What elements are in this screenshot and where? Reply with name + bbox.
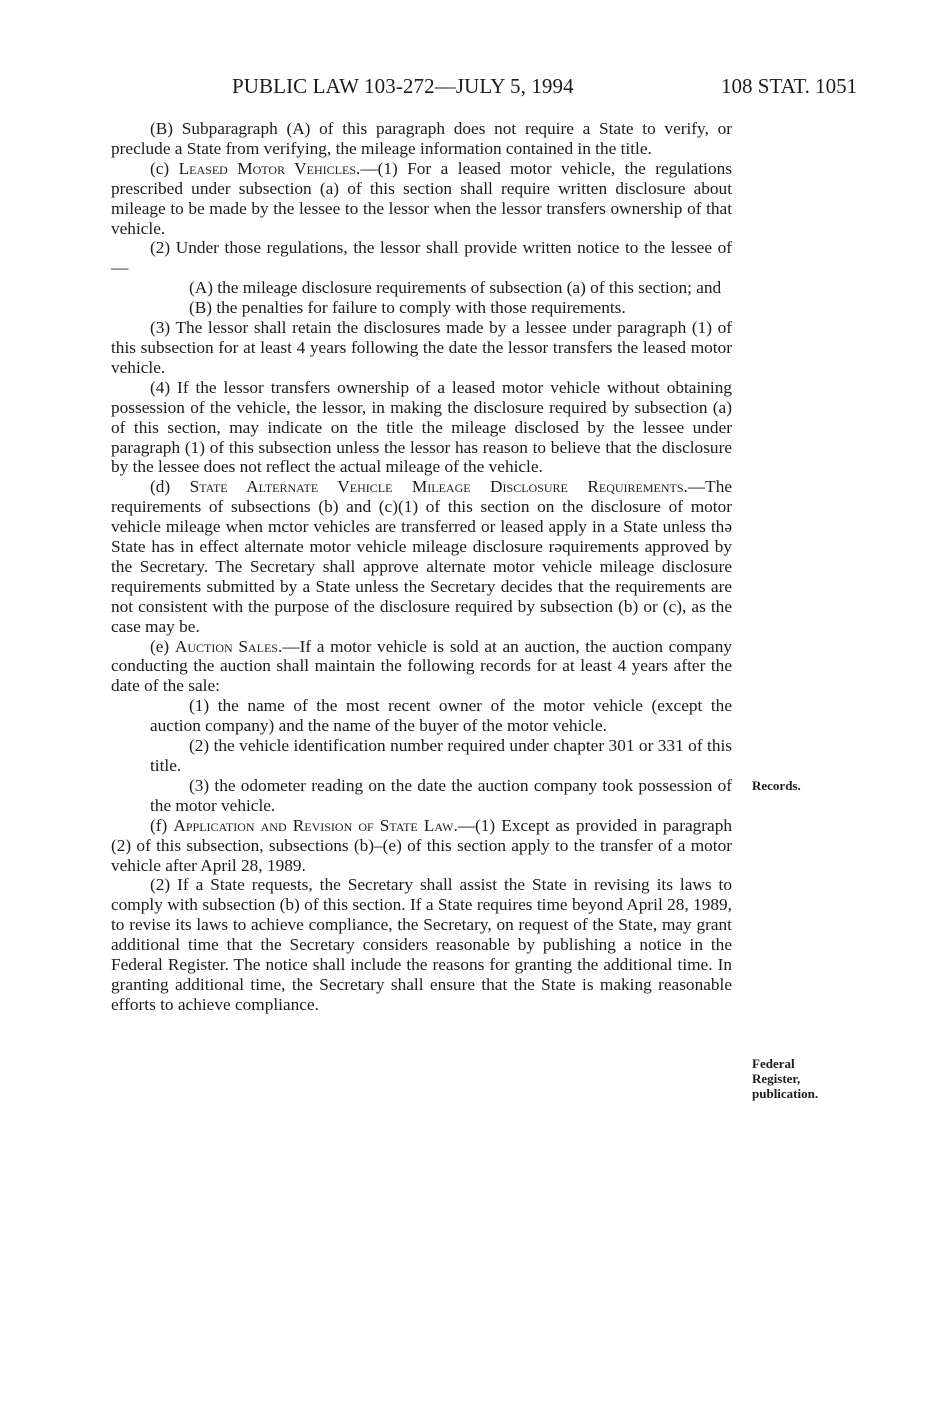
paragraph-text: (B) Subparagraph (A) of this paragraph does not require a State to verify, or preclude a State from verifying, the mileage information contained in the title. xyxy=(111,119,732,158)
paragraph xyxy=(111,477,732,636)
paragraph xyxy=(111,378,732,478)
paragraph-text: (1) the name of the most recent owner of the motor vehicle (except the auction company) and the name of the buyer of the motor vehicle. xyxy=(150,696,732,736)
margin-note-records: Records. xyxy=(752,778,801,793)
paragraph xyxy=(111,736,732,776)
paragraph xyxy=(111,816,732,876)
paragraph xyxy=(111,298,732,318)
margin-note-line: Register, xyxy=(752,1071,801,1086)
paragraph xyxy=(111,159,732,239)
paragraph-text: (4) If the lessor transfers ownership of a leased motor vehicle without obtaining possession of the vehicle, the lessor, in making the disclosure required by subsection (a) of this section, may indicate on the title the mileage disclosed by the lessee under paragraph (1) of this subsection unless the lessor has reason to believe that the disclosure by the lessee does not reflect the actual mileage of the vehicle. xyxy=(111,377,732,477)
paragraph-text: (A) the mileage disclosure requirements of subsection (a) of this section; and xyxy=(189,278,722,298)
section-heading: Leased Motor Vehicles xyxy=(178,158,356,178)
paragraph xyxy=(111,637,732,697)
paragraph-text: .—(1) Except as provided in paragraph (2) of this subsection, subsections (b)–(e) of this section apply to the transfer of a motor vehicle after April 28, 1989. xyxy=(111,815,732,875)
running-header-title: PUBLIC LAW 103-272—JULY 5, 1994 xyxy=(232,74,574,98)
margin-note-line: Federal xyxy=(752,1056,795,1071)
paragraph-text: (c) xyxy=(150,158,179,178)
paragraph-text: (2) the vehicle identification number required under chapter 301 or 331 of this title. xyxy=(150,736,732,775)
paragraph-text: (3) The lessor shall retain the disclosures made by a lessee under paragraph (1) of this subsection for at least 4 years following the date the lessor transfers the leased motor vehicle. xyxy=(111,318,732,377)
paragraph xyxy=(111,875,732,1014)
margin-note-federal-register xyxy=(752,1056,862,1101)
paragraph xyxy=(111,119,732,159)
paragraph-text: (2) Under those regulations, the lessor shall provide written notice to the lessee of— xyxy=(111,238,732,278)
paragraph xyxy=(111,318,732,378)
paragraph xyxy=(111,238,732,278)
section-heading: Application and Revision of State Law xyxy=(173,815,454,835)
paragraph-text: .—The requirements of subsections (b) and (c)(1) of this section on the disclosure of motor vehicle mileage when mctor vehicles are transferred or leased apply in a State unless thə State has in effect alternate motor vehicle mileage disclosure rəquirements approved by the Secretary. The Secretary shall approve alternate motor vehicle mileage disclosure requirements submitted by a State unless the Secretary decides that the requirements are not consistent with the purpose of the disclosure required by subsection (b) or (c), as the case may be. xyxy=(111,477,732,636)
paragraph xyxy=(111,776,732,816)
section-heading: Auction Sales xyxy=(174,636,278,656)
paragraph xyxy=(111,696,732,736)
paragraph-text: (2) If a State requests, the Secretary shall assist the State in revising its laws to comply with subsection (b) of this section. If a State requires time beyond April 28, 1989, to revise its laws to achieve compliance, the Secretary, on request of the State, may grant additional time that the Secretary considers reasonable by publishing a notice in the Federal Register. The notice shall include the reasons for granting the additional time. In granting additional time, the Secretary shall ensure that the State is making reasonable efforts to achieve compliance. xyxy=(111,875,732,1014)
margin-note-line: publication. xyxy=(752,1086,819,1101)
paragraph-text: (B) the penalties for failure to comply with those requirements. xyxy=(189,298,626,318)
paragraph-text: .—(1) For a leased motor vehicle, the regulations prescribed under subsection (a) of this section shall require written disclosure about mileage to be made by the lessee to the lessor when the lessor transfers ownership of that vehicle. xyxy=(111,158,732,238)
paragraph-text: (3) the odometer reading on the date the auction company took possession of the motor vehicle. xyxy=(150,775,732,815)
paragraph-text: (d) xyxy=(150,477,190,497)
section-heading: State Alternate Vehicle Mileage Disclosure Requirements xyxy=(189,477,684,497)
law-body-text xyxy=(111,119,732,1015)
paragraph xyxy=(111,278,732,298)
paragraph-text: (e) xyxy=(150,636,175,656)
statute-page-number: 108 STAT. 1051 xyxy=(721,74,858,98)
paragraph-text: (f) xyxy=(150,815,174,835)
paragraph-text: .—If a motor vehicle is sold at an auction, the auction company conducting the auction shall maintain the following records for at least 4 years after the date of the sale: xyxy=(111,636,732,696)
